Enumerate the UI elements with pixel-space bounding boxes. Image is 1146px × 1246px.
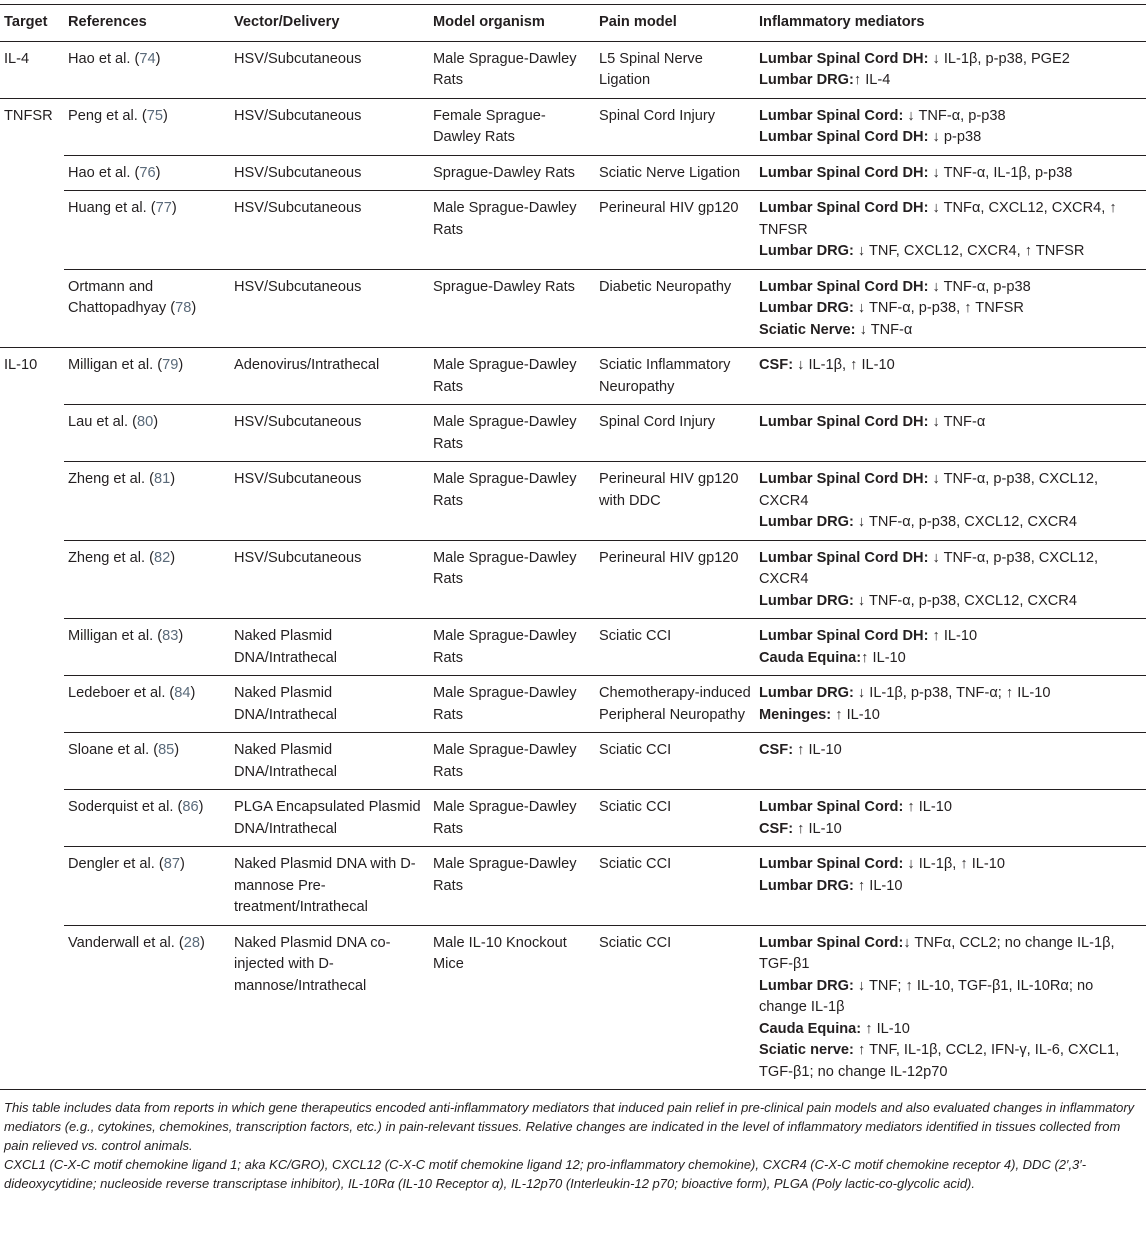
mediator-changes: ↓ IL-1β, p-p38, TNF-α; ↑ IL-10 [853, 685, 1051, 701]
reference-text: Zheng et al. ( [68, 549, 154, 566]
target-cell: IL-4 [0, 41, 64, 98]
mediators-cell [755, 155, 1146, 191]
citation-link[interactable]: 78 [175, 300, 192, 316]
mediator-changes: ↓ TNF, CXCL12, CXCR4, ↑ TNFSR [853, 243, 1085, 259]
mediator-line [759, 163, 1142, 185]
mediator-changes: ↓ TNFα, CCL2; no change IL-1β, TGF-β1 [759, 934, 1115, 972]
table-row [0, 925, 1146, 1090]
reference-cell [64, 405, 230, 462]
reference-text: Ledeboer et al. ( [68, 685, 175, 701]
reference-close-paren: ) [171, 200, 177, 216]
reference-text: Huang et al. ( [68, 200, 156, 216]
pain-model-cell: Perineural HIV gp120 [595, 540, 755, 619]
reference-text: Sloane et al. ( [68, 742, 159, 758]
table-row [0, 98, 1146, 155]
organism-cell: Male Sprague-Dawley Rats [429, 676, 595, 733]
reference-text: Milligan et al. ( [68, 628, 163, 644]
organism-cell: Female Sprague-Dawley Rats [429, 98, 595, 155]
table-row [0, 41, 1146, 98]
pain-model-cell: Sciatic Nerve Ligation [595, 155, 755, 191]
header-target: Target [0, 5, 64, 42]
reference-close-paren: ) [162, 107, 168, 124]
table-footnotes [4, 1098, 1142, 1193]
citation-link[interactable]: 83 [162, 628, 179, 644]
reference-text: Vanderwall et al. ( [68, 934, 184, 951]
citation-link[interactable]: 28 [183, 934, 200, 951]
table-row [0, 462, 1146, 541]
vector-cell: HSV/Subcutaneous [230, 405, 429, 462]
organism-cell: Male Sprague-Dawley Rats [429, 790, 595, 847]
table-row [0, 676, 1146, 733]
reference-text: Soderquist et al. ( [68, 799, 183, 815]
pain-model-cell: Spinal Cord Injury [595, 405, 755, 462]
pain-model-cell: Sciatic CCI [595, 733, 755, 790]
organism-cell: Male Sprague-Dawley Rats [429, 619, 595, 676]
reference-close-paren: ) [190, 685, 196, 701]
vector-cell: Naked Plasmid DNA/Intrathecal [230, 676, 429, 733]
citation-link[interactable]: 76 [139, 164, 156, 181]
mediators-cell [755, 619, 1146, 676]
mediator-line [759, 933, 1142, 976]
reference-close-paren: ) [170, 549, 176, 566]
tissue-label: Lumbar DRG: [759, 592, 854, 609]
mediator-line [759, 740, 1142, 762]
mediator-line [759, 469, 1142, 512]
organism-cell: Male Sprague-Dawley Rats [429, 733, 595, 790]
mediator-changes: ↓ TNF; ↑ IL-10, TGF-β1, IL-10Rα; no change IL-1β [759, 977, 1094, 1015]
mediators-cell [755, 540, 1146, 619]
vector-cell: Adenovirus/Intrathecal [230, 348, 429, 405]
tissue-label: Lumbar Spinal Cord: [759, 107, 904, 124]
reference-text: Milligan et al. ( [68, 357, 163, 373]
vector-cell: Naked Plasmid DNA co-injected with D-mannose/Intrathecal [230, 925, 429, 1090]
mediator-line [759, 819, 1142, 841]
footnote-description: This table includes data from reports in which gene therapeutics encoded anti-inflammatory mediators that induced pain relief in pre-clinical pain models and also evaluated changes in inflammatory mediators (e.g., cytokines, chemokines, transcription factors, etc.) in pain-relevant tissues. Relative changes are indicated in the level of inflammatory mediators identified in tissues collected from pain relieved vs. control animals. [4, 1100, 1135, 1153]
mediator-line [759, 1019, 1142, 1041]
reference-close-paren: ) [178, 628, 184, 644]
mediators-cell [755, 676, 1146, 733]
reference-cell [64, 98, 230, 155]
mediator-line [759, 106, 1142, 128]
organism-cell: Male IL-10 Knockout Mice [429, 925, 595, 1090]
table-row [0, 269, 1146, 348]
citation-link[interactable]: 84 [174, 685, 191, 701]
tissue-label: Lumbar Spinal Cord DH: [759, 471, 929, 487]
reference-text: Hao et al. ( [68, 50, 140, 67]
mediator-line [759, 1040, 1142, 1083]
organism-cell: Male Sprague-Dawley Rats [429, 847, 595, 926]
mediator-line [759, 705, 1142, 727]
tissue-label: Cauda Equina: [759, 1020, 862, 1037]
pain-model-cell: Perineural HIV gp120 [595, 191, 755, 270]
mediator-changes: ↑ IL-10 [853, 877, 903, 894]
organism-cell: Sprague-Dawley Rats [429, 269, 595, 348]
mediator-line [759, 412, 1142, 434]
reference-text: Zheng et al. ( [68, 471, 154, 487]
organism-cell: Male Sprague-Dawley Rats [429, 348, 595, 405]
pain-model-cell: Sciatic CCI [595, 847, 755, 926]
mediator-changes: ↑ IL-10 [861, 1020, 910, 1037]
reference-text: Ortmann and Chattopadhyay ( [68, 278, 176, 316]
citation-link[interactable]: 86 [182, 799, 199, 815]
tissue-label: Lumbar Spinal Cord DH: [759, 278, 929, 295]
reference-cell [64, 462, 230, 541]
pain-model-cell: Sciatic Inflammatory Neuropathy [595, 348, 755, 405]
mediator-line [759, 277, 1142, 299]
citation-link[interactable]: 79 [162, 357, 179, 373]
tissue-label: Meninges: [759, 706, 832, 723]
mediator-changes: ↓ TNF-α, p-p38, CXCL12, CXCR4 [853, 592, 1077, 609]
mediator-line [759, 591, 1142, 613]
table-header [0, 5, 1146, 42]
tissue-label: Sciatic nerve: [759, 1042, 854, 1058]
mediators-cell [755, 348, 1146, 405]
mediator-changes: ↓ TNF-α, p-p38, CXCL12, CXCR4 [759, 549, 1099, 587]
tissue-label: Lumbar DRG: [759, 877, 854, 894]
mediator-line [759, 198, 1142, 241]
tissue-label: Lumbar Spinal Cord: [759, 799, 904, 815]
mediators-cell [755, 191, 1146, 270]
citation-link[interactable]: 74 [139, 50, 156, 67]
reference-close-paren: ) [199, 934, 205, 951]
mediator-line [759, 797, 1142, 819]
organism-cell: Male Sprague-Dawley Rats [429, 462, 595, 541]
mediators-cell [755, 41, 1146, 98]
mediator-line [759, 241, 1142, 263]
mediator-line [759, 320, 1142, 342]
mediator-changes: ↓ TNF-α, p-p38 [903, 107, 1006, 124]
tissue-label: Lumbar Spinal Cord DH: [759, 129, 929, 145]
tissue-label: Sciatic Nerve: [759, 321, 856, 338]
citation-link[interactable]: 81 [154, 471, 171, 487]
mediator-changes: ↓ IL-1β, p-p38, PGE2 [928, 50, 1070, 67]
reference-text: Dengler et al. ( [68, 856, 164, 872]
mediator-line [759, 683, 1142, 705]
reference-cell [64, 790, 230, 847]
reference-cell [64, 191, 230, 270]
tissue-label: Lumbar DRG: [759, 243, 854, 259]
mediator-changes: ↑ IL-10 [903, 799, 952, 815]
mediator-line [759, 976, 1142, 1019]
mediator-changes: ↓ TNF-α, p-p38, CXCL12, CXCR4 [853, 514, 1077, 530]
organism-cell: Sprague-Dawley Rats [429, 155, 595, 191]
tissue-label: Lumbar DRG: [759, 685, 854, 701]
vector-cell: Naked Plasmid DNA/Intrathecal [230, 733, 429, 790]
tissue-label: Lumbar Spinal Cord: [759, 934, 904, 951]
header-references: References [64, 5, 230, 42]
tissue-label: Lumbar DRG: [759, 300, 854, 316]
tissue-label: Lumbar Spinal Cord DH: [759, 414, 929, 430]
tissue-label: Lumbar DRG: [759, 72, 854, 88]
mediator-changes: ↑ IL-10 [793, 820, 842, 837]
mediators-cell [755, 790, 1146, 847]
table-row [0, 155, 1146, 191]
reference-cell [64, 348, 230, 405]
mediator-changes: ↑ IL-10 [928, 628, 978, 644]
vector-cell: HSV/Subcutaneous [230, 41, 429, 98]
table-row [0, 405, 1146, 462]
mediators-cell [755, 847, 1146, 926]
pain-model-cell: Sciatic CCI [595, 925, 755, 1090]
reference-cell [64, 925, 230, 1090]
vector-cell: Naked Plasmid DNA with D-mannose Pre-treatment/Intrathecal [230, 847, 429, 926]
citation-link[interactable]: 80 [136, 414, 154, 430]
mediator-changes: ↓ TNFα, CXCL12, CXCR4, ↑ TNFSR [759, 200, 1117, 238]
tissue-label: CSF: [759, 357, 794, 373]
reference-text: Lau et al. ( [68, 414, 137, 430]
mediator-line [759, 876, 1142, 898]
reference-close-paren: ) [174, 742, 180, 758]
pain-model-cell: L5 Spinal Nerve Ligation [595, 41, 755, 98]
table-row [0, 847, 1146, 926]
pain-model-cell: Spinal Cord Injury [595, 98, 755, 155]
tissue-label: Lumbar Spinal Cord DH: [759, 50, 929, 67]
vector-cell: HSV/Subcutaneous [230, 462, 429, 541]
citation-link[interactable]: 75 [146, 107, 163, 124]
pain-model-cell: Sciatic CCI [595, 619, 755, 676]
tissue-label: Lumbar Spinal Cord: [759, 856, 904, 872]
table-row [0, 733, 1146, 790]
header-vector-delivery: Vector/Delivery [230, 5, 429, 42]
table-row [0, 348, 1146, 405]
vector-cell: HSV/Subcutaneous [230, 155, 429, 191]
mediator-changes: ↓ TNF-α, IL-1β, p-p38 [928, 164, 1073, 181]
reference-cell [64, 41, 230, 98]
header-model-organism: Model organism [429, 5, 595, 42]
mediators-cell [755, 98, 1146, 155]
tissue-label: Lumbar Spinal Cord DH: [759, 628, 929, 644]
pain-model-cell: Perineural HIV gp120 with DDC [595, 462, 755, 541]
mediators-cell [755, 405, 1146, 462]
mediator-changes: ↑ IL-10 [793, 742, 842, 758]
reference-close-paren: ) [179, 856, 185, 872]
gene-therapy-table [0, 4, 1146, 1090]
mediator-changes: ↑ IL-10 [831, 706, 880, 723]
mediator-line [759, 355, 1142, 377]
mediator-changes: ↓ TNF-α, p-p38, CXCL12, CXCR4 [759, 471, 1099, 509]
mediator-changes: ↓ TNF-α, p-p38, ↑ TNFSR [853, 300, 1024, 316]
mediator-changes: ↓ IL-1β, ↑ IL-10 [793, 357, 895, 373]
header-inflammatory-mediators: Inflammatory mediators [755, 5, 1146, 42]
vector-cell: PLGA Encapsulated Plasmid DNA/Intrathecal [230, 790, 429, 847]
vector-cell: HSV/Subcutaneous [230, 98, 429, 155]
mediators-cell [755, 733, 1146, 790]
mediator-line [759, 648, 1142, 670]
mediator-changes: ↓ IL-1β, ↑ IL-10 [903, 856, 1005, 872]
tissue-label: CSF: [759, 820, 794, 837]
reference-text: Hao et al. ( [68, 164, 140, 181]
tissue-label: Lumbar DRG: [759, 514, 854, 530]
citation-link[interactable]: 77 [155, 200, 172, 216]
pain-model-cell: Sciatic CCI [595, 790, 755, 847]
vector-cell: HSV/Subcutaneous [230, 269, 429, 348]
tissue-label: Lumbar Spinal Cord DH: [759, 549, 929, 566]
mediator-line [759, 70, 1142, 92]
reference-cell [64, 540, 230, 619]
tissue-label: Lumbar DRG: [759, 977, 854, 994]
mediator-changes: ↑ IL-4 [853, 72, 891, 88]
footnote-abbreviations: CXCL1 (C-X-C motif chemokine ligand 1; aka KC/GRO), CXCL12 (C-X-C motif chemokine ligand 12; pro-inflammatory chemokine), CXCR4 (C-X-C motif chemokine receptor 4), DDC (2′,3′-dideoxycytidine; nucleoside reverse transcriptase inhibitor), IL-10Rα (IL-10 Receptor α), IL-12p70 (Interleukin-12 p70; bioactive form), PLGA (Poly lactic-co-glycolic acid). [4, 1157, 1087, 1191]
organism-cell: Male Sprague-Dawley Rats [429, 405, 595, 462]
table-row [0, 790, 1146, 847]
mediators-cell [755, 925, 1146, 1090]
mediator-line [759, 512, 1142, 534]
reference-cell [64, 155, 230, 191]
tissue-label: Lumbar Spinal Cord DH: [759, 164, 929, 181]
mediator-changes: ↓ TNF-α [855, 321, 913, 338]
reference-close-paren: ) [178, 357, 184, 373]
mediator-line [759, 626, 1142, 648]
mediator-changes: ↓ p-p38 [928, 129, 982, 145]
table-row [0, 540, 1146, 619]
tissue-label: Lumbar Spinal Cord DH: [759, 200, 929, 216]
mediator-line [759, 548, 1142, 591]
organism-cell: Male Sprague-Dawley Rats [429, 191, 595, 270]
reference-cell [64, 619, 230, 676]
target-cell: IL-10 [0, 348, 64, 1090]
vector-cell: HSV/Subcutaneous [230, 540, 429, 619]
mediator-line [759, 127, 1142, 149]
table-body [0, 41, 1146, 1090]
citation-link[interactable]: 82 [154, 549, 171, 566]
mediators-cell [755, 462, 1146, 541]
mediator-changes: ↓ TNF-α, p-p38 [928, 278, 1031, 295]
organism-cell: Male Sprague-Dawley Rats [429, 41, 595, 98]
mediator-line [759, 49, 1142, 71]
reference-cell [64, 269, 230, 348]
reference-close-paren: ) [198, 799, 204, 815]
target-cell: TNFSR [0, 98, 64, 348]
mediator-line [759, 854, 1142, 876]
mediator-line [759, 298, 1142, 320]
reference-close-paren: ) [155, 164, 161, 181]
reference-cell [64, 676, 230, 733]
vector-cell: Naked Plasmid DNA/Intrathecal [230, 619, 429, 676]
pain-model-cell: Diabetic Neuropathy [595, 269, 755, 348]
header-pain-model: Pain model [595, 5, 755, 42]
reference-cell [64, 733, 230, 790]
tissue-label: CSF: [759, 742, 794, 758]
citation-link[interactable]: 87 [163, 856, 180, 872]
citation-link[interactable]: 85 [158, 742, 175, 758]
organism-cell: Male Sprague-Dawley Rats [429, 540, 595, 619]
pain-model-cell: Chemotherapy-induced Peripheral Neuropathy [595, 676, 755, 733]
vector-cell: HSV/Subcutaneous [230, 191, 429, 270]
reference-close-paren: ) [191, 300, 197, 316]
tissue-label: Cauda Equina: [759, 649, 862, 666]
mediator-changes: ↑ IL-10 [861, 649, 906, 666]
table-row [0, 191, 1146, 270]
mediator-changes: ↑ TNF, IL-1β, CCL2, IFN-γ, IL-6, CXCL1, TGF-β1; no change IL-12p70 [759, 1042, 1120, 1080]
reference-close-paren: ) [153, 414, 159, 430]
reference-cell [64, 847, 230, 926]
reference-close-paren: ) [170, 471, 176, 487]
mediators-cell [755, 269, 1146, 348]
mediator-changes: ↓ TNF-α [928, 414, 986, 430]
table-row [0, 619, 1146, 676]
reference-text: Peng et al. ( [68, 107, 147, 124]
reference-close-paren: ) [155, 50, 161, 67]
